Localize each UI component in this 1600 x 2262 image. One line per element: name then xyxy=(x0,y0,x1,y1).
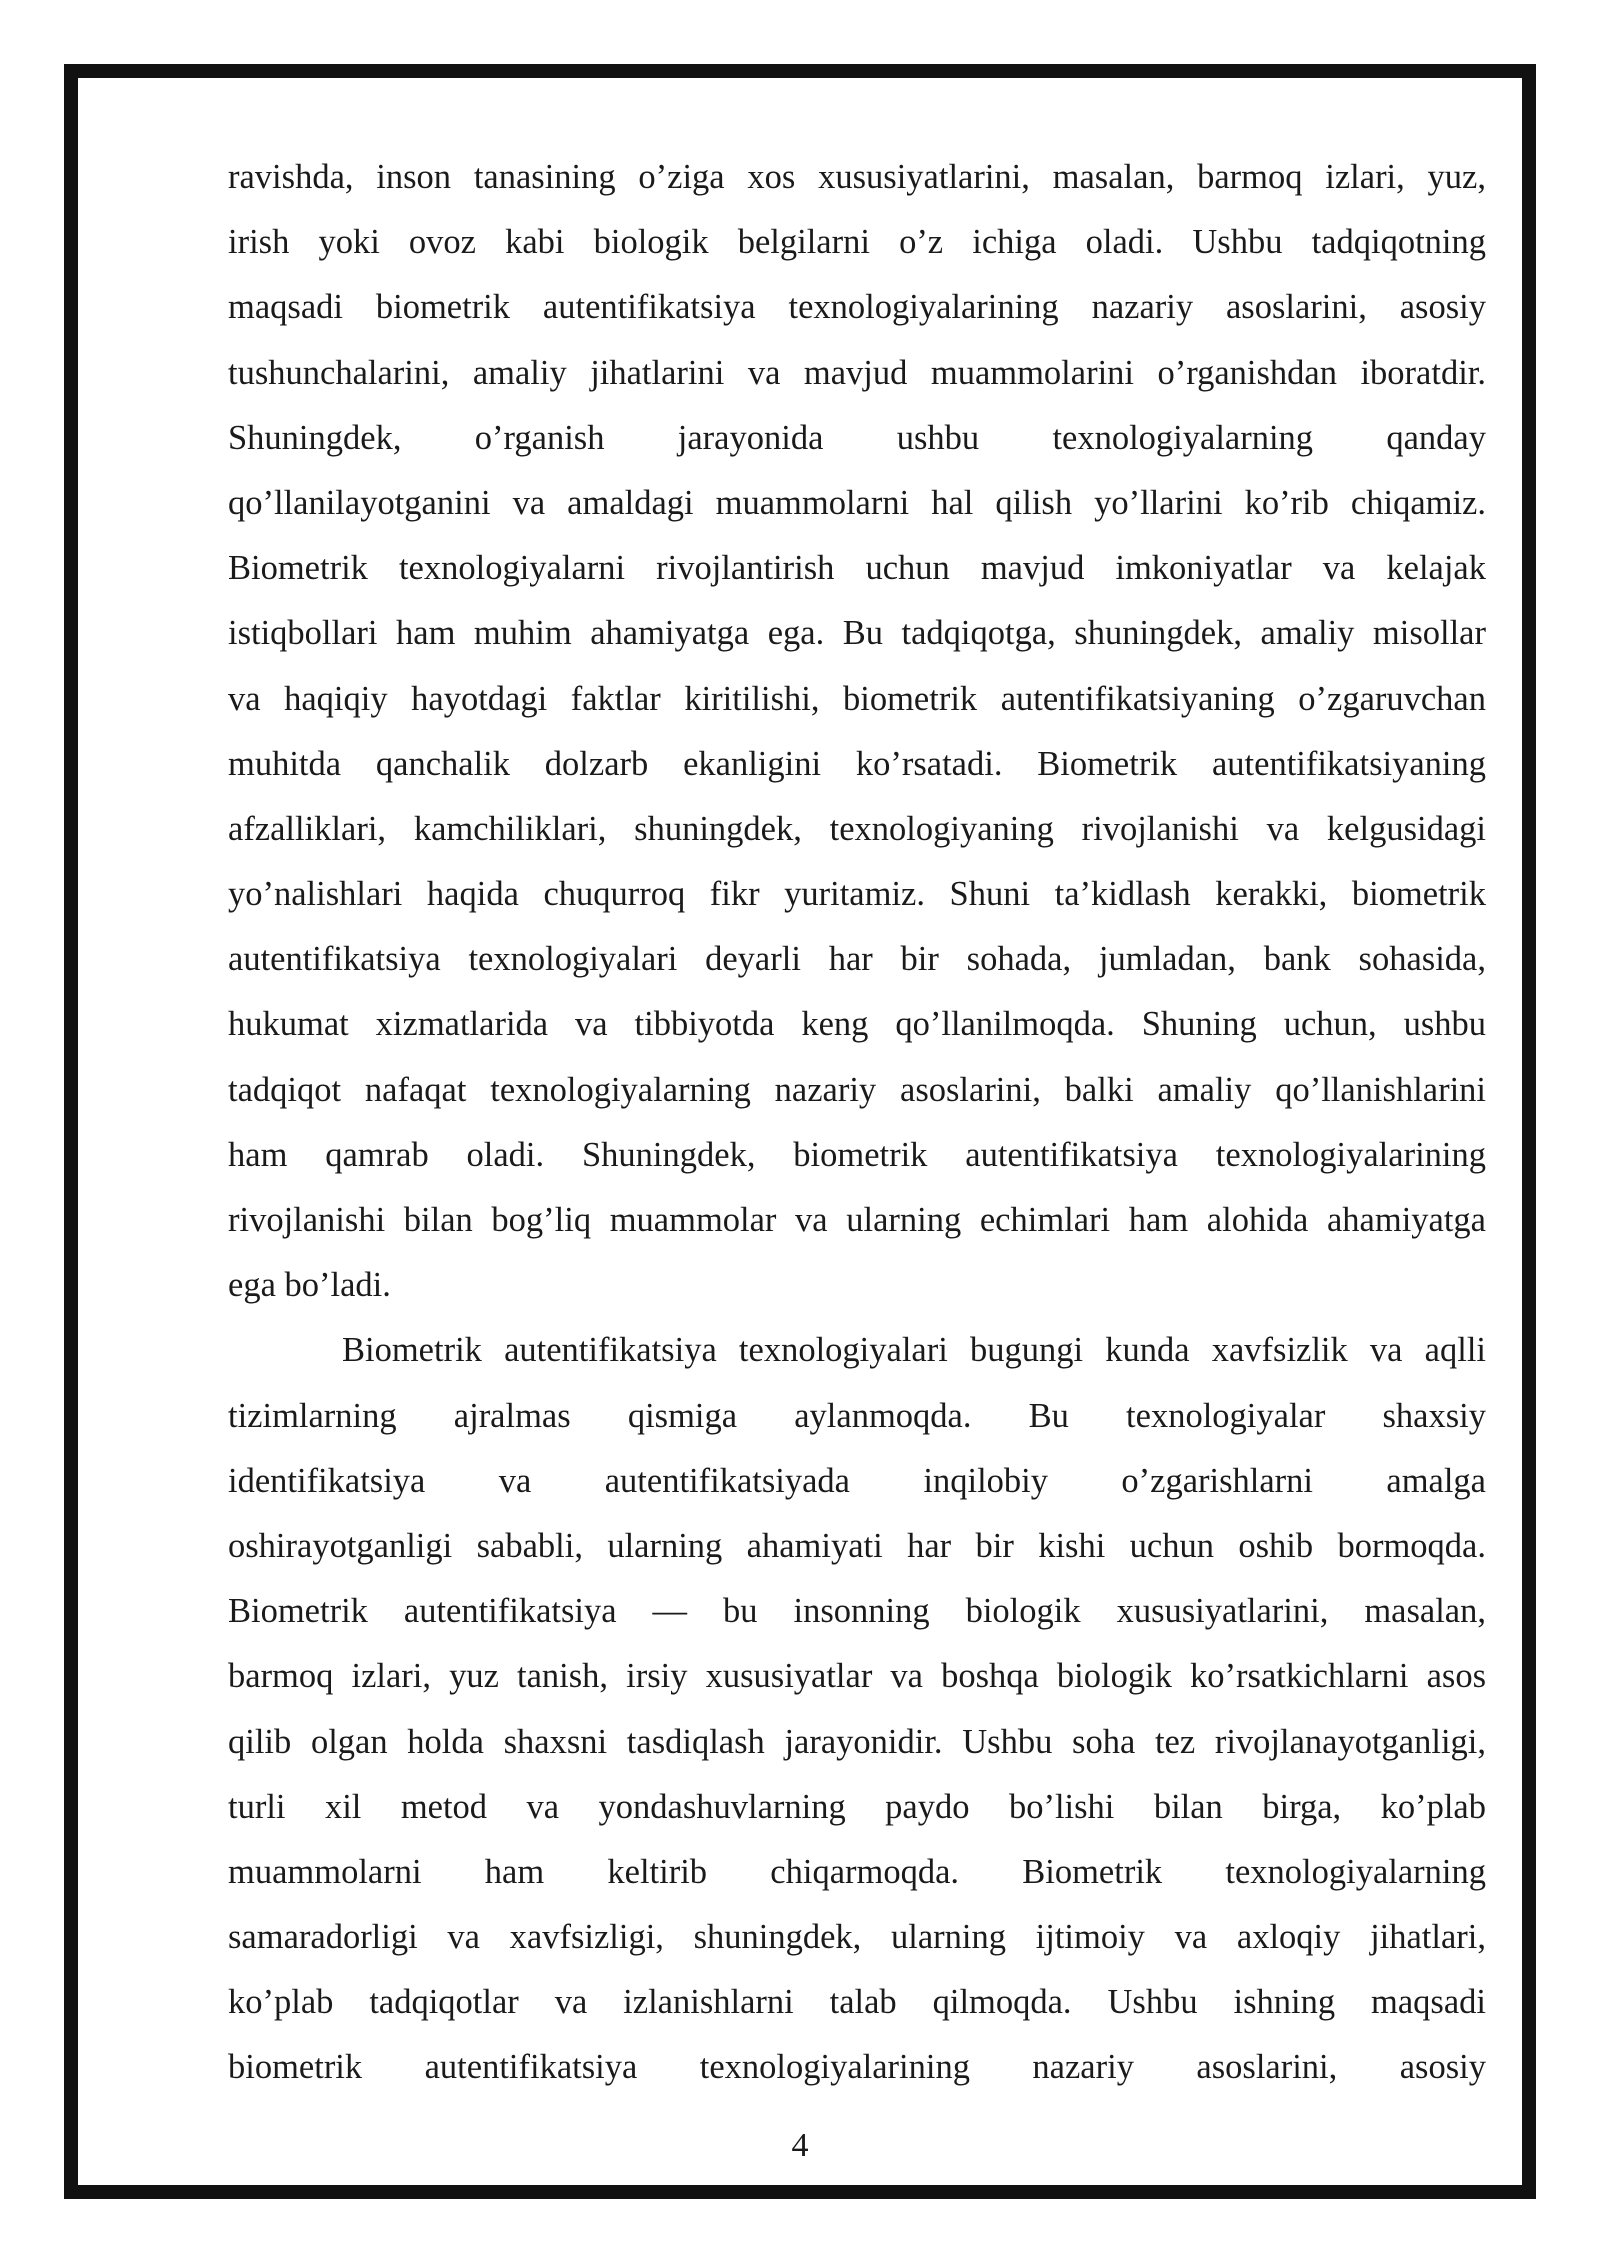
text-line: ko’plab tadqiqotlar va izlanishlarni talab qilmoqda. Ushbu ishning maqsadi xyxy=(228,1983,1486,2022)
paragraph-2 xyxy=(228,1318,1486,2100)
text-line: ham qamrab oladi. Shuningdek, biometrik autentifikatsiya texnologiyalarining xyxy=(228,1135,1486,1174)
text-line: tizimlarning ajralmas qismiga aylanmoqda. Bu texnologiyalar shaxsiy xyxy=(228,1396,1486,1435)
text-line: qilib olgan holda shaxsni tasdiqlash jarayonidir. Ushbu soha tez rivojlanayotganligi, xyxy=(228,1722,1486,1761)
text-line: turli xil metod va yondashuvlarning paydo bo’lishi bilan birga, ko’plab xyxy=(228,1787,1486,1826)
paragraph-1 xyxy=(228,145,1486,1318)
text-line: muhitda qanchalik dolzarb ekanligini ko’rsatadi. Biometrik autentifikatsiyaning xyxy=(228,744,1486,783)
document-body xyxy=(228,145,1486,2101)
text-line: maqsadi biometrik autentifikatsiya texnologiyalarining nazariy asoslarini, asosiy xyxy=(228,288,1486,327)
text-line: barmoq izlari, yuz tanish, irsiy xususiyatlar va boshqa biologik ko’rsatkichlarni asos xyxy=(228,1657,1486,1696)
text-line: biometrik autentifikatsiya texnologiyalarining nazariy asoslarini, asosiy xyxy=(228,2048,1486,2087)
text-line: Biometrik autentifikatsiya texnologiyalari bugungi kunda xavfsizlik va aqlli xyxy=(342,1331,1486,1370)
text-line: tushunchalarini, amaliy jihatlarini va mavjud muammolarini o’rganishdan iboratdir. xyxy=(228,353,1486,392)
text-line: afzalliklari, kamchiliklari, shuningdek, texnologiyaning rivojlanishi va kelgusidagi xyxy=(228,809,1486,848)
text-line: hukumat xizmatlarida va tibbiyotda keng qo’llanilmoqda. Shuning uchun, ushbu xyxy=(228,1005,1486,1044)
text-line: yo’nalishlari haqida chuqurroq fikr yuritamiz. Shuni ta’kidlash kerakki, biometrik xyxy=(228,875,1486,914)
text-line: tadqiqot nafaqat texnologiyalarning nazariy asoslarini, balki amaliy qo’llanishlarini xyxy=(228,1070,1486,1109)
text-line: Biometrik autentifikatsiya — bu insonning biologik xususiyatlarini, masalan, xyxy=(228,1592,1486,1631)
text-line: rivojlanishi bilan bog’liq muammolar va ularning echimlari ham alohida ahamiyatga xyxy=(228,1201,1486,1239)
page-number: 4 xyxy=(791,2127,809,2164)
text-line: samaradorligi va xavfsizligi, shuningdek, ularning ijtimoiy va axloqiy jihatlari, xyxy=(228,1918,1486,1957)
text-line: muammolarni ham keltirib chiqarmoqda. Biometrik texnologiyalarning xyxy=(228,1852,1486,1891)
text-line: irish yoki ovoz kabi biologik belgilarni o’z ichiga oladi. Ushbu tadqiqotning xyxy=(228,223,1486,262)
text-line: va haqiqiy hayotdagi faktlar kiritilishi, biometrik autentifikatsiyaning o’zgaruvchan xyxy=(228,679,1486,718)
text-line: Shuningdek, o’rganish jarayonida ushbu texnologiyalarning qanday xyxy=(228,418,1486,457)
text-line: qo’llanilayotganini va amaldagi muammolarni hal qilish yo’llarini ko’rib chiqamiz. xyxy=(228,483,1486,522)
text-line: autentifikatsiya texnologiyalari deyarli har bir sohada, jumladan, bank sohasida, xyxy=(228,940,1486,979)
text-line: ravishda, inson tanasining o’ziga xos xususiyatlarini, masalan, barmoq izlari, yuz, xyxy=(228,158,1486,196)
text-line: istiqbollari ham muhim ahamiyatga ega. Bu tadqiqotga, shuningdek, amaliy misollar xyxy=(228,614,1486,653)
text-line: ega bo’ladi. xyxy=(228,1266,391,1305)
text-line: oshirayotganligi sababli, ularning ahamiyati har bir kishi uchun oshib bormoqda. xyxy=(228,1526,1486,1565)
text-line: identifikatsiya va autentifikatsiyada inqilobiy o’zgarishlarni amalga xyxy=(228,1461,1486,1500)
text-line: Biometrik texnologiyalarni rivojlantirish uchun mavjud imkoniyatlar va kelajak xyxy=(228,549,1486,588)
